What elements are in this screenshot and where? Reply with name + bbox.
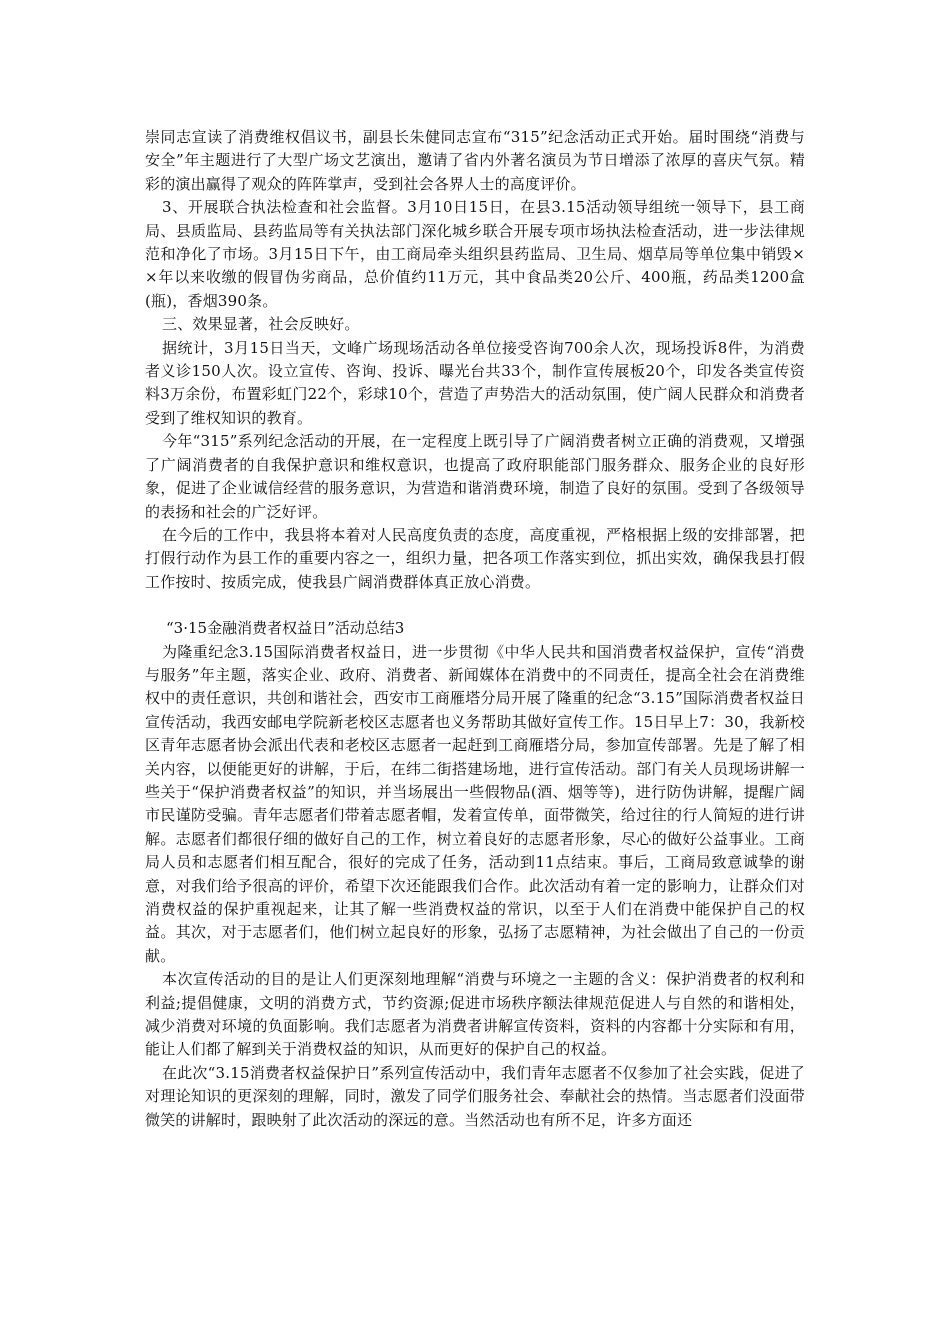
paragraph: 崇同志宣读了消费维权倡议书，副县长朱健同志宣布“315”纪念活动正式开始。届时围绕“消费与安全”年主题进行了大型广场文艺演出，邀请了省内外著名演员为节日增添了浓厚的喜庆气氛。精彩的演出赢得了观众的阵阵掌声，受到社会各界人士的高度评价。 [145,128,805,193]
document-body [145,126,805,1132]
paragraph: 据统计，3月15日当天，文峰广场现场活动各单位接受咨询700余人次，现场投诉8件，为消费者义诊150人次。设立宣传、咨询、投诉、曝光台共33个，制作宣传展板20个，印发各类宣传资料3万余份，布置彩虹门22个，彩球10个，营造了声势浩大的活动氛围，使广阔人民群众和消费者受到了维权知识的教育。 [145,338,805,427]
paragraph: 在今后的工作中，我县将本着对人民高度负责的态度，高度重视，严格根据上级的安排部署，把打假行动作为县工作的重要内容之一，组织力量，把各项工作落实到位，抓出实效，确保我县打假工作按时、按质完成，使我县广阔消费群体真正放心消费。 [145,525,805,591]
paragraph: 今年“315”系列纪念活动的开展，在一定程度上既引导了广阔消费者树立正确的消费观，又增强了广阔消费者的自我保护意识和维权意识，也提高了政府职能部门服务群众、服务企业的良好形象，促进了企业诚信经营的服务意识，为营造和谐消费环境，制造了良好的氛围。受到了各级领导的表扬和社会的广泛好评。 [145,432,805,521]
paragraph: 三、效果显著，社会反映好。 [162,315,360,334]
section-title: “3·15金融消费者权益日”活动总结3 [166,619,405,638]
section-gap [145,594,805,617]
paragraph: 在此次“3.15消费者权益保护日”系列宣传活动中，我们青年志愿者不仅参加了社会实践，促进了对理论知识的更深刻的理解，同时，激发了同学们服务社会、奉献社会的热情。当志愿者们没面带微笑的讲解时，跟映射了此次活动的深远的意。当然活动也有所不足，许多方面还 [145,1063,805,1129]
report-continuation [145,126,805,594]
paragraph: 为隆重纪念3.15国际消费者权益日，进一步贯彻《中华人民共和国消费者权益保护，宣传“消费与服务”年主题，落实企业、政府、消费者、新闻媒体在消费中的不同责任，提高全社会在消费维权中的责任意识，共创和谐社会，西安市工商雁塔分局开展了隆重的纪念“3.15”国际消费者权益日宣传活动，我西安邮电学院新老校区志愿者也义务帮助其做好宣传工作。15日早上7：30，我新校区青年志愿者协会派出代表和老校区志愿者一起赶到工商雁塔分局，参加宣传部署。先是了解了相关内容，以便能更好的讲解，于后，在纬二街搭建场地，进行宣传活动。部门有关人员现场讲解一些关于“保护消费者权益”的知识，并当场展出一些假物品(酒、烟等等)，进行防伪讲解，提醒广阔市民谨防受骗。青年志愿者们带着志愿者帽，发着宣传单，面带微笑，给过往的行人简短的进行讲解。志愿者们都很仔细的做好自己的工作，树立着良好的志愿者形象，尽心的做好公益事业。工商局人员和志愿者们相互配合，很好的完成了任务，活动到11点结束。事后，工商局致意诚挚的谢意，对我们给予很高的评价，希望下次还能跟我们合作。此次活动有着一定的影响力，让群众们对消费权益的保护重视起来，让其了解一些消费权益的常识，以至于人们在消费中能保护自己的权益。其次，对于志愿者们，他们树立起良好的形象，弘扬了志愿精神，为社会做出了自己的一份贡献。 [145,642,805,965]
paragraph: 3、开展联合执法检查和社会监督。3月10日15日，在县3.15活动领导组统一领导下，县工商局、县质监局、县药监局等有关执法部门深化城乡联合开展专项市场执法检查活动，进一步法律规范和净化了市场。3月15日下午，由工商局牵头组织县药监局、卫生局、烟草局等单位集中销毁××年以来收缴的假冒伪劣商品，总价值约11万元，其中食品类20公斤、400瓶，药品类1200盒(瓶)，香烟390条。 [145,198,805,310]
summary-3-body [145,641,805,1133]
paragraph: 本次宣传活动的目的是让人们更深刻地理解“消费与环境之一主题的含义：保护消费者的权利和利益;提倡健康，文明的消费方式，节约资源;促进市场秩序额法律规范促进人与自然的和谐相处，减少消费对环境的负面影响。我们志愿者为消费者讲解宣传资料，资料的内容都十分实际和有用，能让人们都了解到关于消费权益的知识，从而更好的保护自己的权益。 [145,970,805,1059]
